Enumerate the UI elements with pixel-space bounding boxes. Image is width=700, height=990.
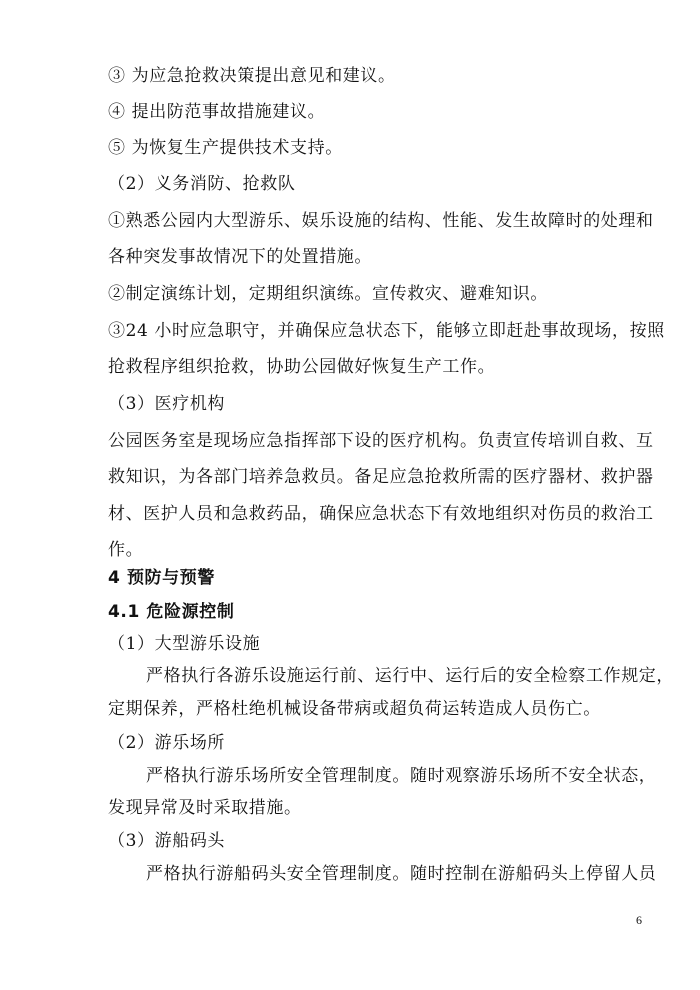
section-heading: （2）游乐场所 (108, 733, 226, 753)
paragraph-line: 定期保养，严格杜绝机械设备带病或超负荷运转造成人员伤亡。 (108, 699, 601, 719)
page-number: 6 (636, 913, 642, 927)
paragraph-line: ①熟悉公园内大型游乐、娱乐设施的结构、性能、发生故障时的处理和 (108, 211, 654, 231)
paragraph-line: 救知识，为各部门培养急救员。备足应急抢救所需的医疗器材、救护器 (108, 467, 654, 487)
paragraph-line: 严格执行各游乐设施运行前、运行中、运行后的安全检察工作规定， (146, 666, 674, 686)
paragraph-line: ③ 为应急抢救决策提出意见和建议。 (108, 66, 396, 86)
section-heading: （3）医疗机构 (108, 394, 226, 414)
section-heading: （2）义务消防、抢救队 (108, 174, 296, 194)
subchapter-heading: 4.1 危险源控制 (108, 602, 235, 622)
paragraph-line: ⑤ 为恢复生产提供技术支持。 (108, 138, 343, 158)
section-heading: （3）游船码头 (108, 831, 226, 851)
paragraph-line: 材、医护人员和急救药品，确保应急状态下有效地组织对伤员的救治工 (108, 504, 654, 524)
paragraph-line: 抢救程序组织抢救，协助公园做好恢复生产工作。 (108, 357, 496, 377)
section-heading: （1）大型游乐设施 (108, 634, 261, 654)
paragraph-line: 各种突发事故情况下的处置措施。 (108, 247, 372, 267)
chapter-heading: 4 预防与预警 (108, 568, 215, 588)
paragraph-line: ④ 提出防范事故措施建议。 (108, 102, 326, 122)
paragraph-line: 发现异常及时采取措施。 (108, 798, 302, 818)
paragraph-line: 公园医务室是现场应急指挥部下设的医疗机构。负责宣传培训自救、互 (108, 431, 654, 451)
paragraph-line: ②制定演练计划，定期组织演练。宣传救灾、避难知识。 (108, 284, 548, 304)
paragraph-line: 作。 (108, 540, 144, 560)
paragraph-line: 严格执行游乐场所安全管理制度。随时观察游乐场所不安全状态， (146, 766, 657, 786)
paragraph-line: 严格执行游船码头安全管理制度。随时控制在游船码头上停留人员 (146, 864, 657, 884)
paragraph-line: ③24 小时应急职守，并确保应急状态下，能够立即赶赴事故现场，按照 (108, 321, 665, 341)
